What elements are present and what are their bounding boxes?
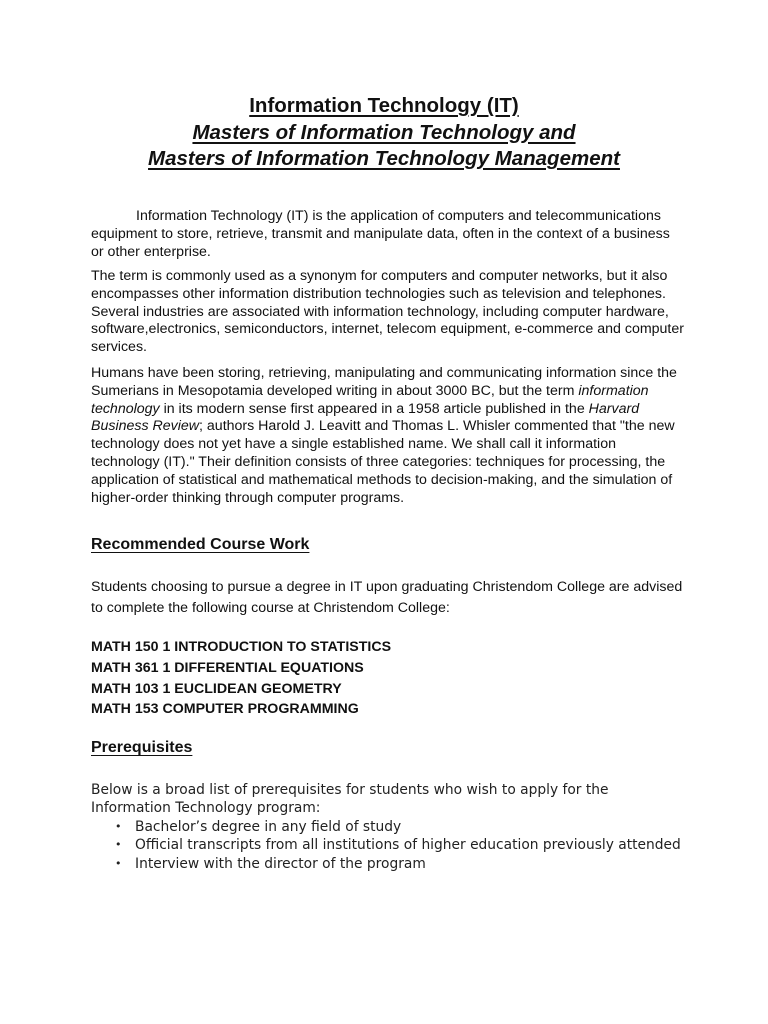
list-item xyxy=(91,836,691,854)
prerequisites-section xyxy=(91,781,691,873)
list-item-text: Official transcripts from all institutions of higher education previously attended xyxy=(135,837,681,854)
course-item: MATH 150 1 INTRODUCTION TO STATISTICS xyxy=(91,639,392,655)
p3-publication-italic: Harvard Business Review xyxy=(91,400,640,435)
prerequisites-heading: Prerequisites xyxy=(91,739,193,756)
prerequisites-list xyxy=(91,818,691,873)
list-item xyxy=(91,818,691,836)
bullet-icon: • xyxy=(115,819,122,833)
list-item-text: Interview with the director of the program xyxy=(135,855,426,872)
title-line-2: Masters of Information Technology and xyxy=(192,120,576,144)
list-item-text: Bachelor’s degree in any field of study xyxy=(135,818,402,835)
bullet-icon: • xyxy=(115,856,122,870)
recommended-advice: Students choosing to pursue a degree in IT upon graduating Christendom College are advised to complete the following course at Christendom College: xyxy=(91,579,683,616)
course-item: MATH 153 COMPUTER PROGRAMMING xyxy=(91,701,359,718)
course-list xyxy=(91,637,391,720)
intro-paragraph-1-text: Information Technology (IT) is the application of computers and telecommunications equipment to store, retrieve, transmit and manipulate data, often in the context of a business or other enterprise. xyxy=(91,208,670,260)
intro-paragraph-1 xyxy=(91,208,686,261)
list-item xyxy=(91,855,691,873)
intro-paragraph-3 xyxy=(91,365,686,507)
recommended-heading: Recommended Course Work xyxy=(91,536,310,553)
course-item: MATH 361 1 DIFFERENTIAL EQUATIONS xyxy=(91,659,364,676)
title-line-1: Information Technology (IT) xyxy=(249,94,519,117)
title-line-3: Masters of Information Technology Management xyxy=(148,147,620,170)
document-title xyxy=(0,93,768,173)
p3-text-c: in its modern sense first appeared in a 1958 article published in the xyxy=(159,400,589,417)
p3-term-italic: information technology xyxy=(91,382,649,417)
prerequisites-intro: Below is a broad list of prerequisites for students who wish to apply for the Information Technology program: xyxy=(91,782,609,817)
bullet-icon: • xyxy=(115,838,122,852)
course-item: MATH 103 1 EUCLIDEAN GEOMETRY xyxy=(91,680,342,697)
p3-text-e: ; authors Harold J. Leavitt and Thomas L. Whisler commented that "the new technology does not yet have a single established name. We shall call it information technology (IT)." Their definition consists of three categories: techniques for processing, the application of statistical and mathematical methods to decision-making, and the simulation of higher-order thinking through computer programs. xyxy=(91,418,675,506)
intro-paragraph-2: The term is commonly used as a synonym for computers and computer networks, but it also encompasses other information distribution technologies such as television and telephones. Several industries are associated with information technology, including computer hardware, software,electronics, semiconductors, internet, telecom equipment, e-commerce and computer services. xyxy=(91,268,684,356)
p3-text-a: Humans have been storing, retrieving, manipulating and communicating information since the Sumerians in Mesopotamia developed writing in about 3000 BC, but the term xyxy=(91,365,677,399)
